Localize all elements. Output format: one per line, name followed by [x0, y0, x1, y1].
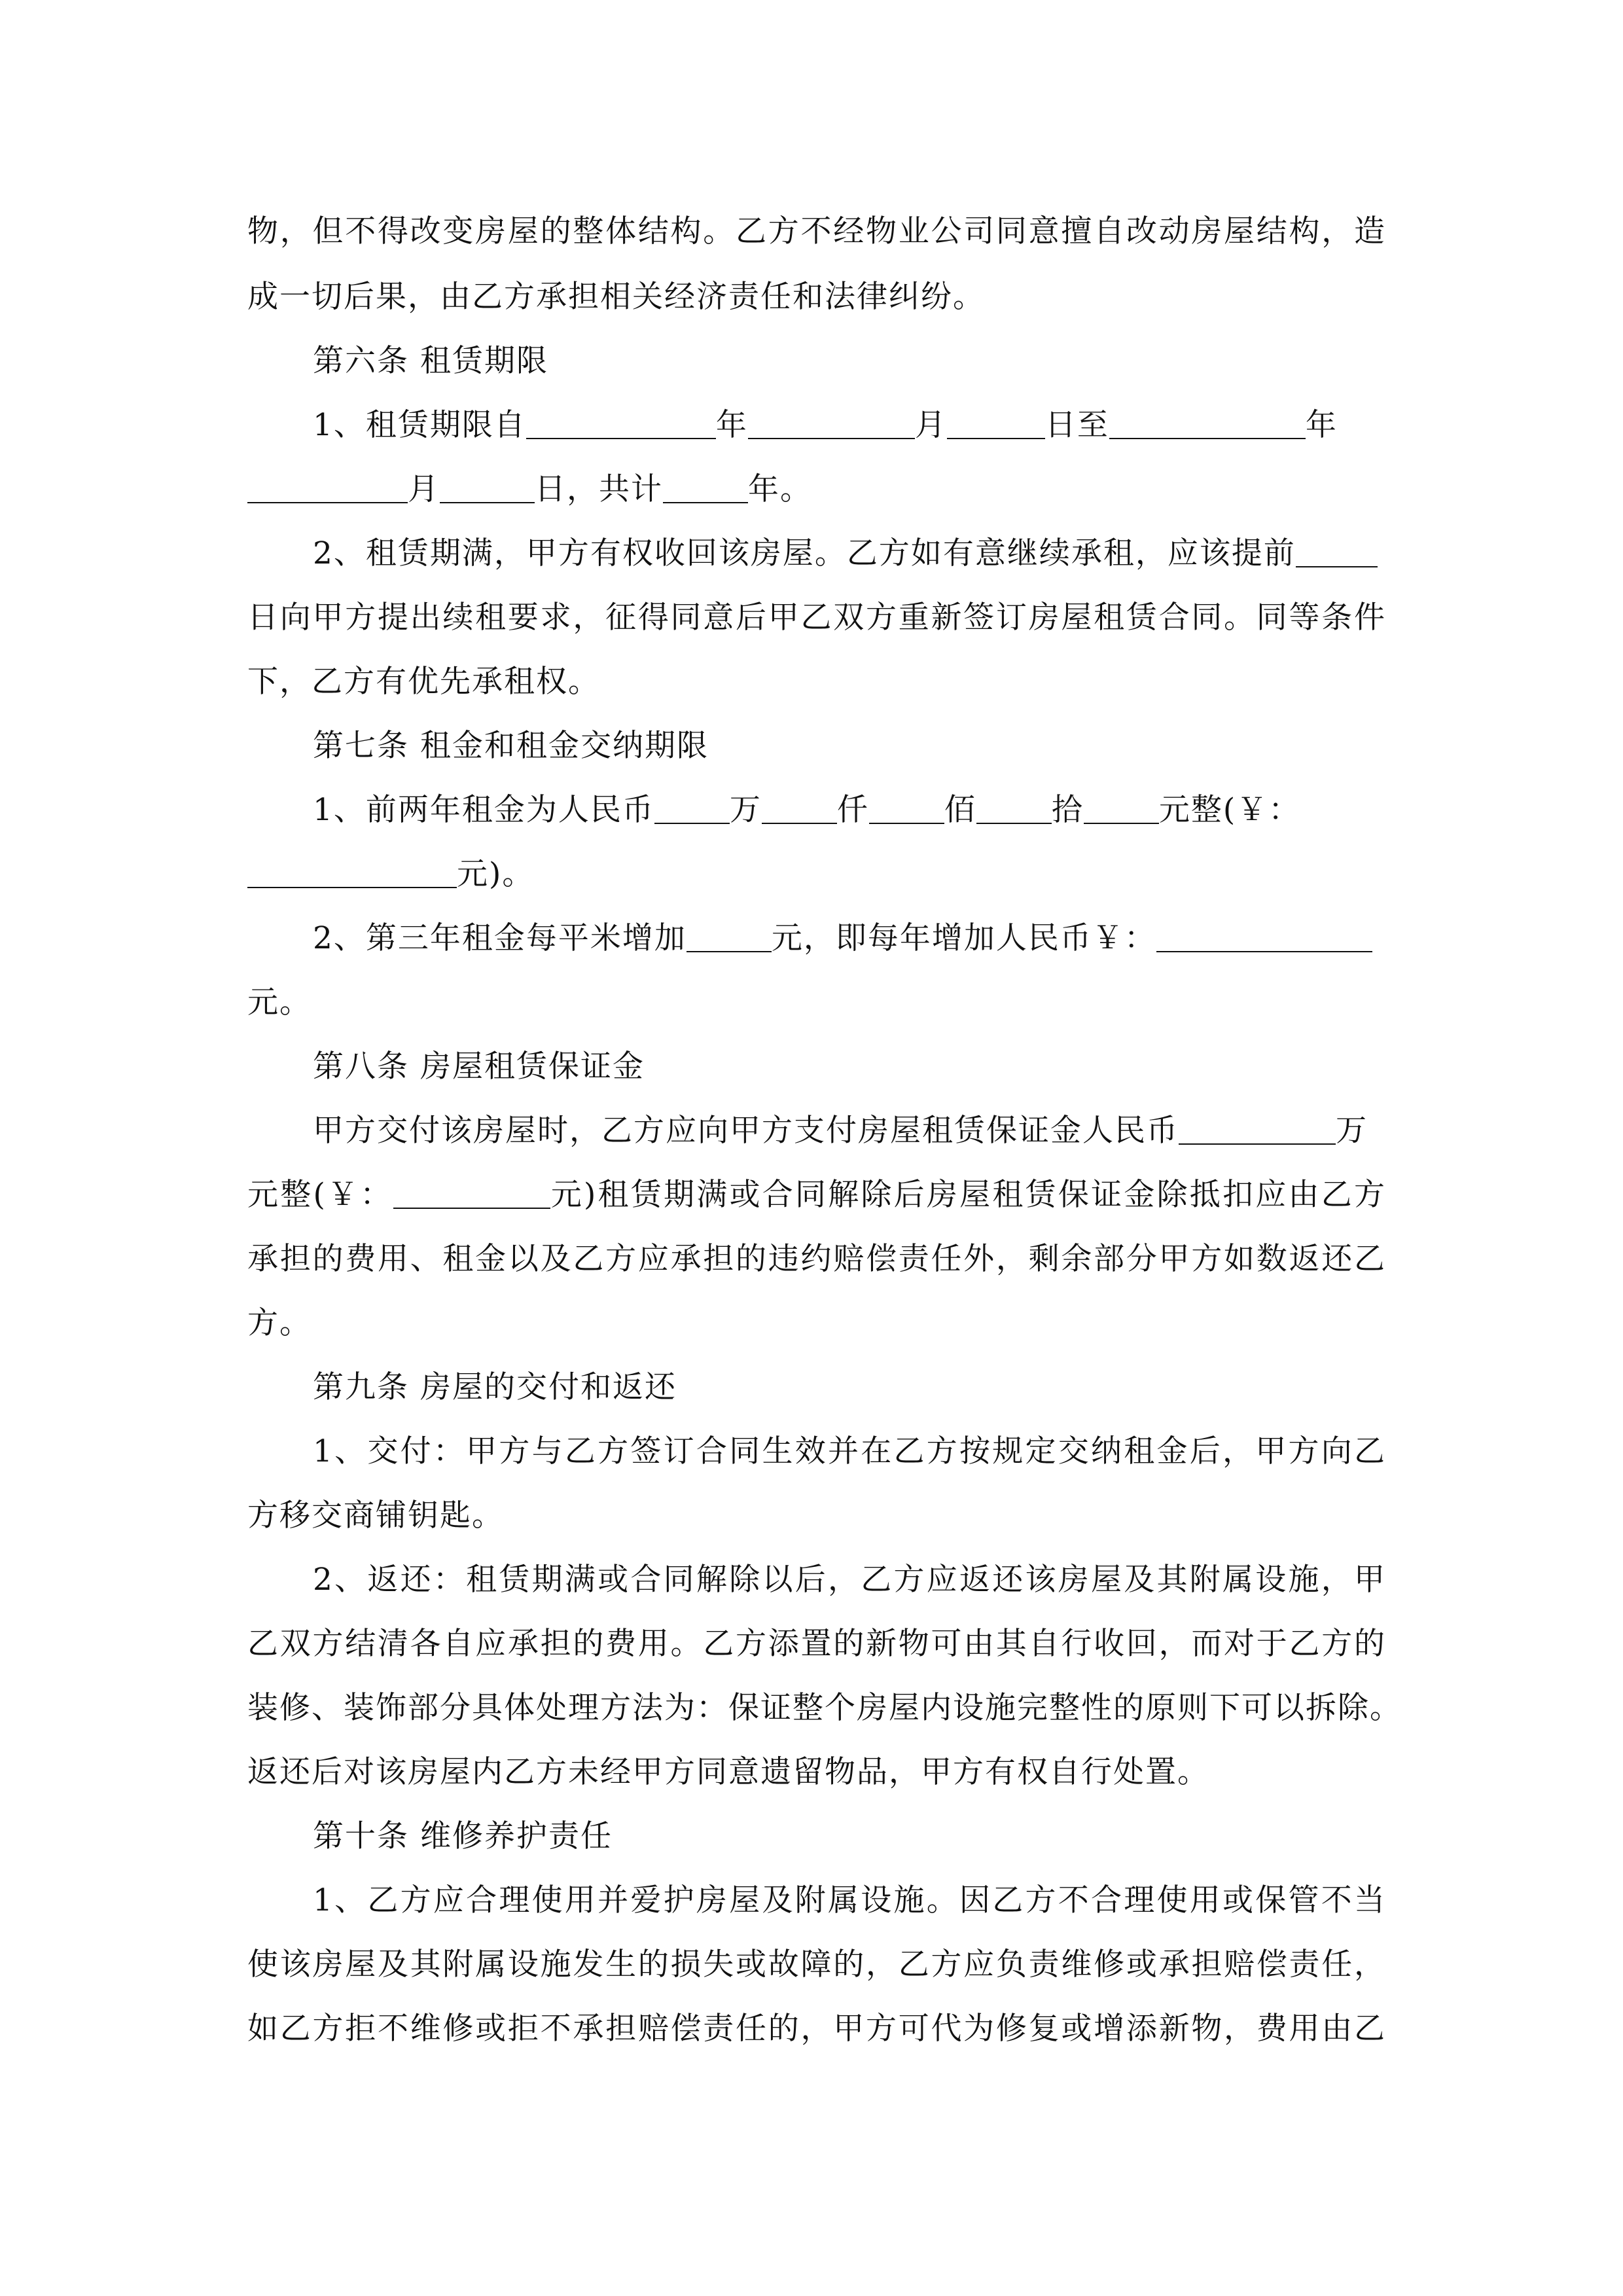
fill-blank[interactable]	[393, 1181, 550, 1209]
text-run: 甲方交付该房屋时，乙方应向甲方支付房屋租赁保证金人民币	[313, 1113, 1179, 1149]
paragraph-line	[313, 1871, 1386, 1931]
paragraph-line	[313, 780, 1386, 840]
text-run: 年	[1305, 407, 1338, 443]
paragraph-line	[247, 1678, 1402, 1738]
text-run: 乙双方结清各自应承担的费用。乙方添置的新物可由其自行收回，而对于乙方的	[247, 1626, 1386, 1662]
text-run: 物，但不得改变房屋的整体结构。乙方不经物业公司同意擅自改动房屋结构，造	[247, 213, 1386, 249]
paragraph-line	[313, 1550, 1386, 1610]
fill-blank[interactable]	[1109, 412, 1306, 439]
text-run: 承担的费用、租金以及乙方应承担的违约赔偿责任外，剩余部分甲方如数返还乙	[247, 1241, 1386, 1277]
fill-blank[interactable]	[526, 412, 716, 439]
text-run: 拾	[1051, 792, 1084, 828]
text-run: 月	[408, 471, 440, 507]
text-run: 下，乙方有优先承租权。	[247, 664, 600, 700]
heading-text: 第九条 房屋的交付和返还	[313, 1369, 677, 1405]
paragraph-line	[247, 1742, 1386, 1803]
paragraph-line	[247, 1935, 1386, 1995]
text-run: 元)租赁期满或合同解除后房屋租赁保证金除抵扣应由乙方	[550, 1177, 1386, 1213]
paragraph-line	[313, 524, 1386, 584]
text-run: 日向甲方提出续租要求，征得同意后甲乙双方重新签订房屋租赁合同。同等条件	[247, 600, 1386, 636]
paragraph-line	[247, 973, 1386, 1033]
text-run: 元，即每年增加人民币￥：	[771, 920, 1156, 956]
section-heading-article-9	[313, 1357, 1386, 1418]
text-run: 万	[1336, 1113, 1368, 1149]
text-run: 2、租赁期满，甲方有权收回该房屋。乙方如有意继续承租，应该提前	[313, 535, 1296, 571]
text-run: 2、返还：租赁期满或合同解除以后，乙方应返还该房屋及其附属设施，甲	[313, 1562, 1386, 1598]
heading-text: 第七条 租金和租金交纳期限	[313, 728, 709, 764]
fill-blank[interactable]	[663, 476, 748, 503]
fill-blank[interactable]	[1156, 925, 1372, 952]
text-run: 元整(￥：	[1158, 792, 1301, 828]
text-run: 万	[729, 792, 762, 828]
paragraph-line	[313, 908, 1386, 969]
fill-blank[interactable]	[247, 476, 408, 503]
heading-text: 第六条 租赁期限	[313, 343, 548, 379]
paragraph-line	[313, 1101, 1386, 1161]
text-run: 元整(￥：	[247, 1177, 393, 1213]
fill-blank[interactable]	[440, 476, 535, 503]
paragraph-line	[247, 1293, 1386, 1354]
text-run: 仟	[836, 792, 869, 828]
fill-blank[interactable]	[1179, 1117, 1336, 1145]
text-run: 年。	[748, 471, 812, 507]
section-heading-article-10	[313, 1806, 1386, 1867]
paragraph-line	[247, 1165, 1386, 1225]
paragraph-line	[247, 459, 1386, 520]
fill-blank[interactable]	[654, 797, 730, 824]
text-run: 元。	[247, 984, 312, 1020]
text-run: 成一切后果，由乙方承担相关经济责任和法律纠纷。	[247, 279, 985, 315]
text-run: 2、第三年租金每平米增加	[313, 920, 687, 956]
text-run: 返还后对该房屋内乙方未经甲方同意遗留物品，甲方有权自行处置。	[247, 1754, 1209, 1790]
section-heading-article-6	[313, 331, 1386, 391]
paragraph-line	[313, 395, 1386, 456]
text-run: 日至	[1044, 407, 1109, 443]
paragraph-line	[247, 202, 1386, 262]
fill-blank[interactable]	[947, 412, 1045, 439]
heading-text: 第八条 房屋租赁保证金	[313, 1049, 645, 1085]
section-heading-article-7	[313, 716, 1386, 776]
text-run: 装修、装饰部分具体处理方法为：保证整个房屋内设施完整性的原则下可以拆除。	[247, 1690, 1402, 1726]
text-run: 佰	[944, 792, 976, 828]
paragraph-line	[247, 267, 1386, 327]
text-run: 1、租赁期限自	[313, 407, 526, 443]
text-run: 1、乙方应合理使用并爱护房屋及附属设施。因乙方不合理使用或保管不当	[313, 1882, 1386, 1918]
fill-blank[interactable]	[687, 925, 772, 952]
fill-blank[interactable]	[748, 412, 915, 439]
section-heading-article-8	[313, 1037, 1386, 1097]
text-run: 使该房屋及其附属设施发生的损失或故障的，乙方应负责维修或承担赔偿责任，	[247, 1946, 1386, 1982]
paragraph-line	[247, 652, 1386, 712]
fill-blank[interactable]	[762, 797, 837, 824]
heading-text: 第十条 维修养护责任	[313, 1818, 613, 1854]
text-run: 方。	[247, 1305, 312, 1341]
text-run: 月	[914, 407, 947, 443]
text-run: 日，共计	[535, 471, 663, 507]
text-run: 年	[715, 407, 748, 443]
fill-blank[interactable]	[247, 861, 457, 888]
fill-blank[interactable]	[1296, 540, 1378, 567]
text-run: 1、前两年租金为人民币	[313, 792, 654, 828]
text-run: 元)。	[457, 856, 535, 892]
text-run: 1、交付：甲方与乙方签订合同生效并在乙方按规定交纳租金后，甲方向乙	[313, 1433, 1386, 1469]
text-run: 方移交商铺钥匙。	[247, 1498, 504, 1534]
fill-blank[interactable]	[976, 797, 1052, 824]
paragraph-line	[247, 588, 1386, 648]
paragraph-line	[247, 844, 1386, 905]
paragraph-line	[313, 1422, 1386, 1482]
paragraph-line	[247, 1614, 1386, 1674]
paragraph-line	[247, 1229, 1386, 1289]
paragraph-line	[247, 1999, 1386, 2059]
paragraph-line	[247, 1486, 1386, 1546]
fill-blank[interactable]	[1084, 797, 1159, 824]
text-run: 如乙方拒不维修或拒不承担赔偿责任的，甲方可代为修复或增添新物，费用由乙	[247, 2011, 1386, 2047]
fill-blank[interactable]	[869, 797, 944, 824]
